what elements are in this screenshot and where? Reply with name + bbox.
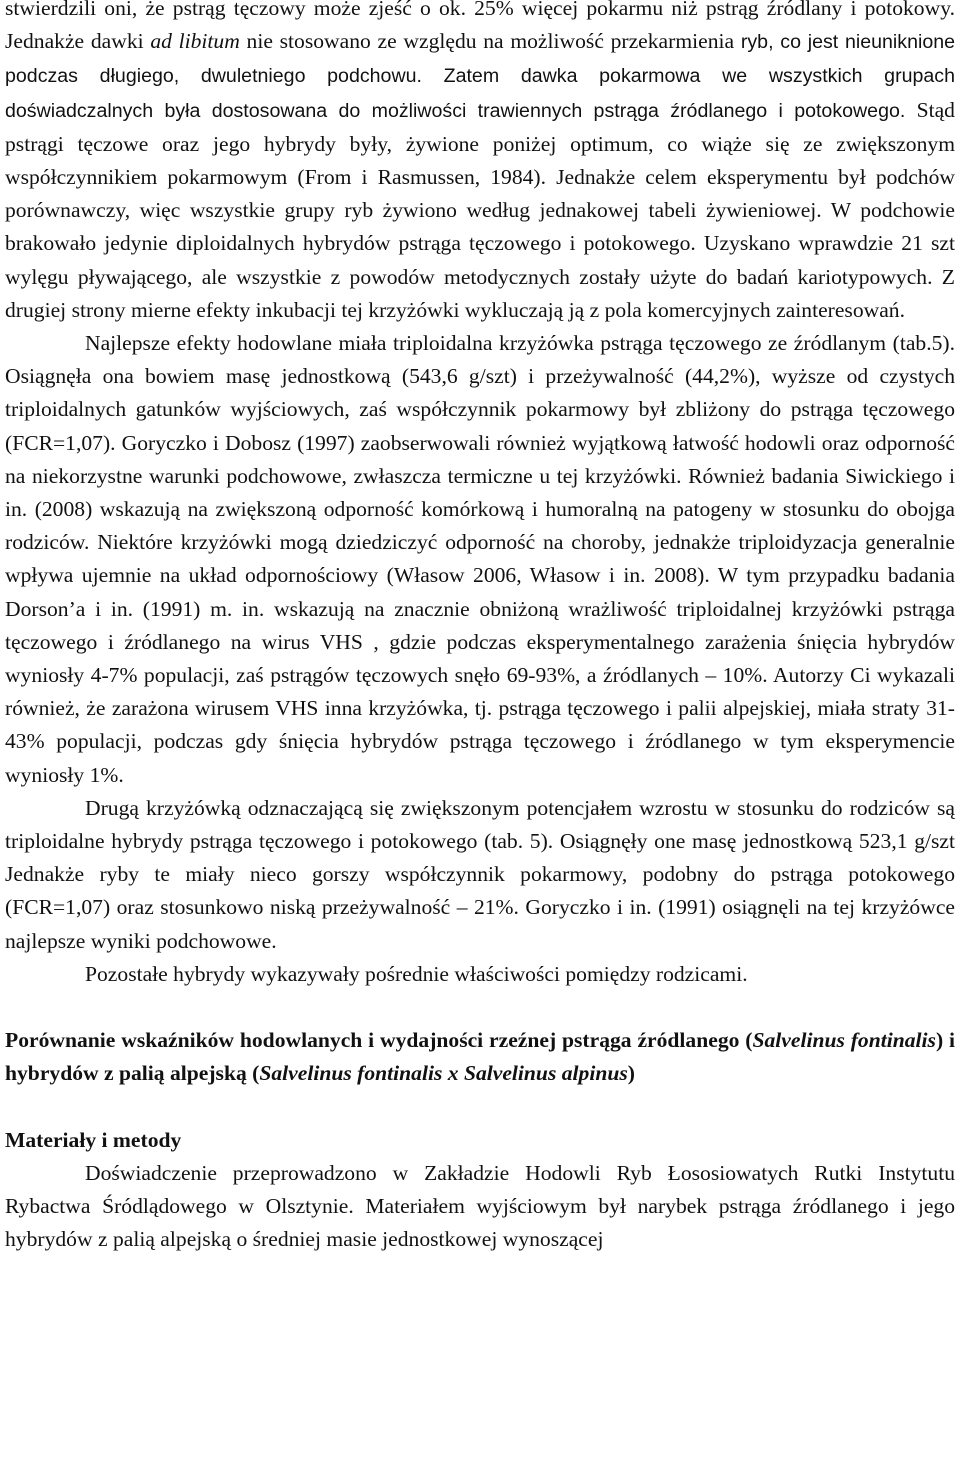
- section-heading-run-1: Porównanie wskaźników hodowlanych i wydajności rzeźnej pstrąga źródlanego (: [5, 1028, 753, 1053]
- section-heading: [5, 1024, 955, 1090]
- paragraph-1-run-2: nie stosowano ze względu na możliwość przekarmienia: [239, 29, 735, 54]
- section-heading-run-3: ): [627, 1061, 635, 1086]
- paragraph-3: Drugą krzyżówką odznaczającą się zwiększonym potencjałem wzrostu w stosunku do rodziców są triploidalne hybrydy pstrąga tęczowego i potokowego (tab. 5). Osiągnęły one masę jednostkową 523,1 g/szt Jednakże ryby te miały nieco gorszy współczynnik pokarmowy, podobny do pstrąga potokowego (FCR=1,07) oraz stosunkowo niską przeżywalność – 21%. Goryczko i in. (1991) osiągnęli na tej krzyżówce najlepsze wyniki podchowowe.: [5, 795, 955, 953]
- paragraph-1-run-1: stwierdzili oni, że pstrąg tęczowy może zjeść o ok. 25% więcej pokarmu niż pstrąg źródlany i potokowy. Jednakże dawki: [5, 0, 955, 54]
- document-page: [5, 0, 955, 1257]
- paragraph-1-latin-term: ad libitum: [150, 29, 240, 54]
- paragraph-1: [5, 0, 955, 327]
- paragraph-2: Najlepsze efekty hodowlane miała triploidalna krzyżówka pstrąga tęczowego ze źródlanym (tab.5). Osiągnęła ona bowiem masę jednostkową (543,6 g/szt) i przeżywalność (44,2%), wyższe od czystych triploidalnych gatunków wyjściowych, zaś współczynnik pokarmowy był zbliżony do pstrąga tęczowego (FCR=1,07). Goryczko i Dobosz (1997) zaobserwowali również wyjątkową łatwość hodowli oraz odporność na niekorzystne warunki podchowowe, zwłaszcza termiczne u tej krzyżówki. Również badania Siwickiego i in. (2008) wskazują na zwiększoną odporność komórkową i humoralną na patogeny w stosunku do obojga rodziców. Niektóre krzyżówki mogą dziedziczyć odporność na choroby, jednakże triploidyzacja generalnie wpływa ujemnie na układ odpornościowy (Własow 2006, Własow i in. 2008). W tym przypadku badania Dorson’a i in. (1991) m. in. wskazują na znacznie obniżoną wrażliwość triploidalnej krzyżówki pstrąga tęczowego i źródlanego na wirus VHS , gdzie podczas eksperymentalnego zarażenia śnięcia hybrydów wyniosły 4-7% populacji, zaś pstrągów tęczowych snęło 69-93%, a źródlanych – 10%. Autorzy Ci wykazali również, że zarażona wirusem VHS inna krzyżówka, tj. pstrąga tęczowego i palii alpejskiej, miała straty 31-43% populacji, podczas gdy śnięcia hybrydów pstrąga tęczowego i źródlanego w tym eksperymencie wyniosły 1%.: [5, 331, 955, 787]
- paragraph-1-run-3: ryb, co jest nieuniknione podczas długiego, dwuletniego podchowu. Zatem dawka pokarmowa we wszystkich grupach doświadczalnych była dostosowana do możliwości trawiennych pstrąga źródlanego i potokowego.: [5, 31, 956, 122]
- paragraph-4: Pozostałe hybrydy wykazywały pośrednie właściwości pomiędzy rodzicami.: [85, 961, 748, 986]
- paragraph-1-run-5: Jednakże celem eksperymentu był podchów porównawczy, więc wszystkie grupy ryb żywiono według jednakowej tabeli żywieniowej. W podchowie brakowało jedynie diploidalnych hybrydów pstrąga tęczowego i potokowego. Uzyskano wprawdzie 21 szt wylęgu pływającego, ale wszystkie z powodów metodycznych zostały użyte do badań kariotypowych. Z drugiej strony mierne efekty inkubacji tej krzyżówki wykluczają ją z pola komercyjnych zainteresowań.: [5, 165, 955, 322]
- section-heading-latin-2: Salvelinus fontinalis x Salvelinus alpinus: [259, 1061, 628, 1086]
- section-heading-latin-1: Salvelinus fontinalis: [752, 1028, 936, 1053]
- blank-line: [5, 991, 955, 1024]
- section-heading-run-2: ) i hybrydów z palią alpejską (: [5, 1028, 956, 1086]
- subsection-heading: Materiały i metody: [5, 1127, 182, 1152]
- blank-line: [5, 1091, 955, 1124]
- paragraph-1-run-4: Stąd pstrągi tęczowe oraz jego hybrydy były, żywione poniżej optimum, co wiąże się ze zwiększonym współczynnikiem pokarmowym (From i Rasmussen, 1984).: [5, 97, 955, 190]
- paragraph-5: Doświadczenie przeprowadzono w Zakładzie Hodowli Ryb Łososiowatych Rutki Instytutu Rybactwa Śródlądowego w Olsztynie. Materiałem wyjściowym był narybek pstrąga źródlanego i jego hybrydów z palią alpejską o średniej masie jednostkowej wynoszącej: [5, 1161, 955, 1252]
